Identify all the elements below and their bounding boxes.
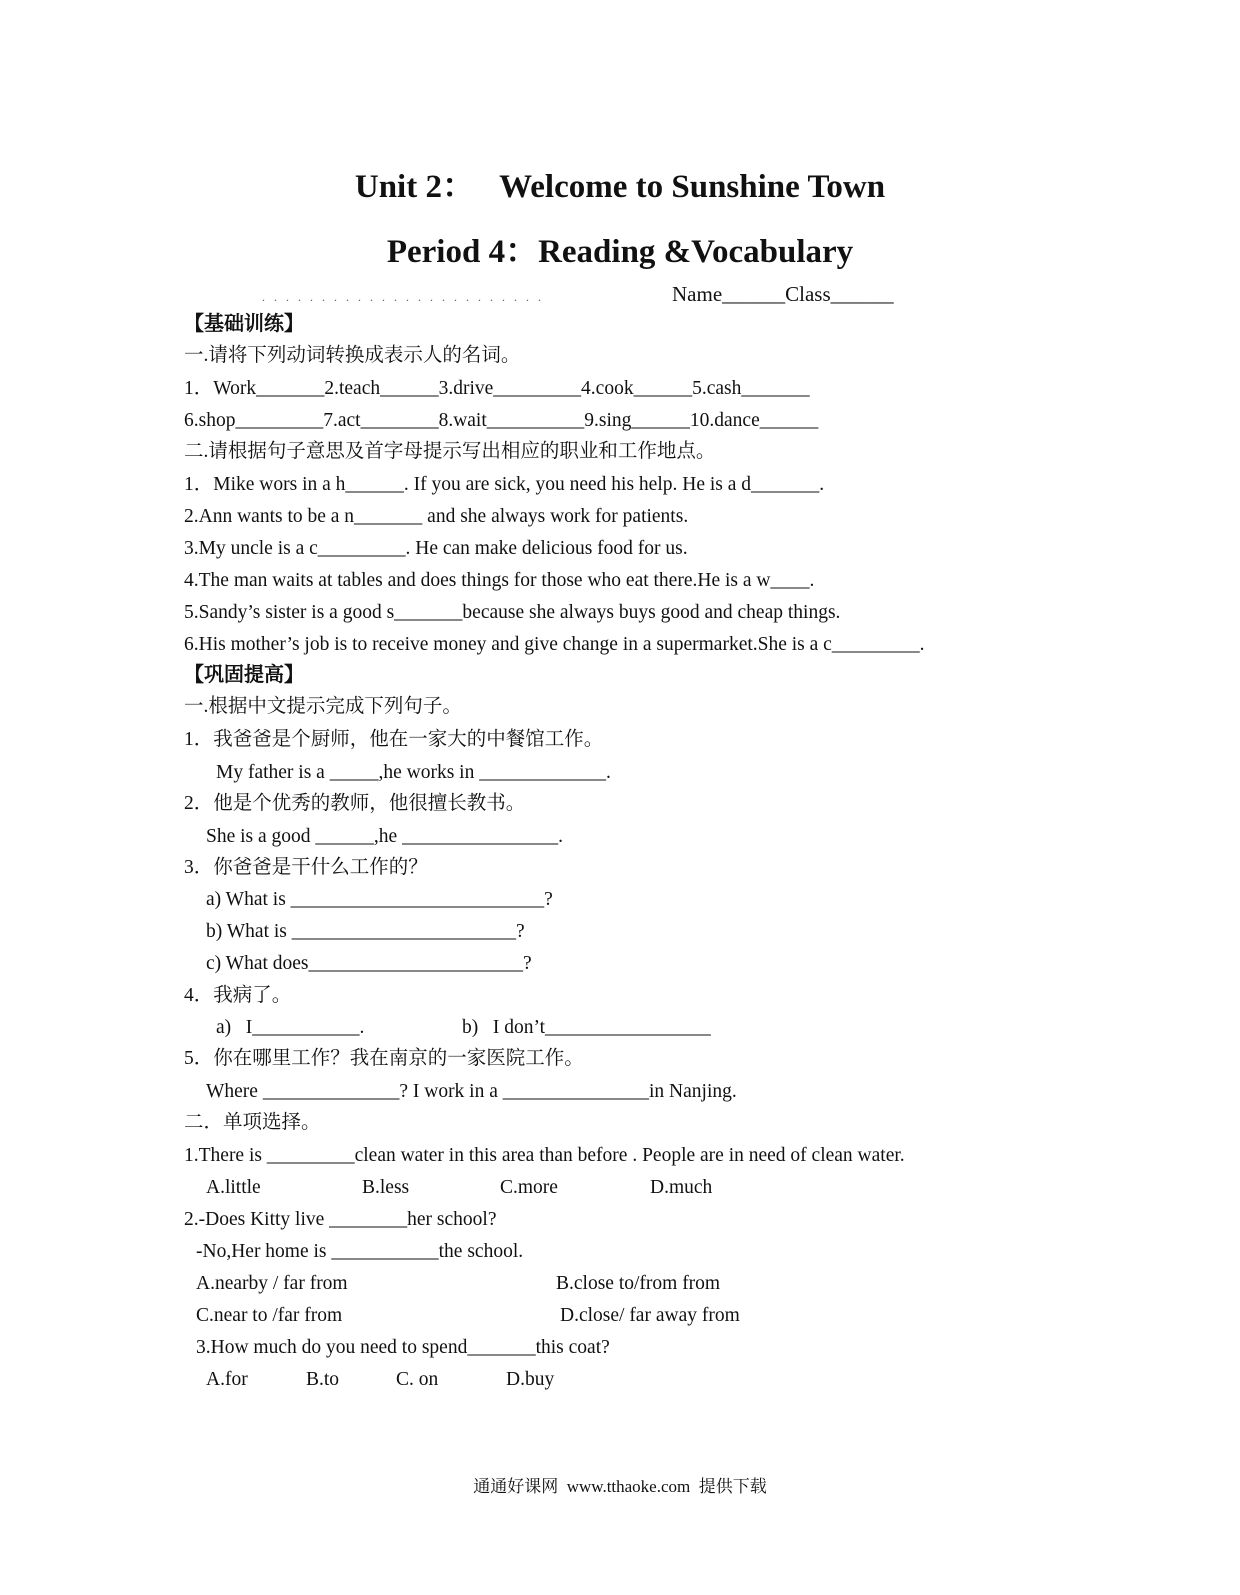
translation-q2-answer: She is a good ______,he ________________. [206, 826, 563, 847]
basic-part2-item-5: 5.Sandy’s sister is a good s_______because she always buys good and cheap things. [184, 602, 841, 623]
mc-q3-option-d: D.buy [506, 1369, 555, 1390]
unit-title: Unit 2： Welcome to Sunshine Town [354, 169, 886, 205]
mc-q2-option-b: B.close to/from from [556, 1273, 721, 1294]
basic-part1-instruction: 一.请将下列动词转换成表示人的名词。 [184, 345, 521, 366]
section-advanced-heading: 【巩固提高】 [184, 664, 304, 686]
mc-q1-option-a: A.little [206, 1177, 261, 1198]
translation-q3: 3．你爸爸是干什么工作的？ [184, 857, 428, 878]
basic-part2-item-4: 4.The man waits at tables and does things for those who eat there.He is a w____. [184, 570, 815, 591]
mc-q1-option-d: D.much [650, 1177, 713, 1198]
basic-part1-row1: 1．Work_______2.teach______3.drive_________4.cook______5.cash_______ [184, 378, 810, 399]
mc-q1-option-c: C.more [500, 1177, 558, 1198]
translation-q1: 1．我爸爸是个厨师，他在一家大的中餐馆工作。 [184, 729, 604, 750]
mc-q3-option-c: C. on [396, 1369, 439, 1390]
basic-part2-instruction: 二.请根据句子意思及首字母提示写出相应的职业和工作地点。 [184, 441, 716, 462]
mc-q1: 1.There is _________clean water in this area than before . People are in need of clean water. [184, 1145, 905, 1166]
basic-part2-item-6: 6.His mother’s job is to receive money and give change in a supermarket.She is a c_________. [184, 634, 925, 655]
mc-q1-option-b: B.less [362, 1177, 410, 1198]
advanced-part2-instruction: 二．单项选择。 [184, 1112, 321, 1133]
mc-q3-option-b: B.to [306, 1369, 340, 1390]
period-title: Period 4：Reading &Vocabulary [386, 234, 854, 270]
mc-q2-response: -No,Her home is ___________the school. [196, 1241, 524, 1262]
footer-source: 通通好课网 www.tthaoke.com 提供下载 [473, 1477, 767, 1496]
mc-q2-option-c: C.near to /far from [196, 1305, 343, 1326]
translation-q1-answer: My father is a _____,he works in _____________. [216, 762, 611, 783]
basic-part2-item-2: 2.Ann wants to be a n_______ and she always work for patients. [184, 506, 689, 527]
basic-part1-row2: 6.shop_________7.act________8.wait__________9.sing______10.dance______ [184, 410, 819, 431]
name-class-field: Name______Class______ [672, 282, 894, 306]
mc-q2: 2.-Does Kitty live ________her school? [184, 1209, 497, 1230]
section-basic-heading: 【基础训练】 [184, 313, 304, 335]
translation-q3-a: a) What is __________________________? [206, 889, 553, 910]
translation-q5: 5．你在哪里工作？我在南京的一家医院工作。 [184, 1048, 584, 1069]
translation-q4-b: b) I don’t_________________ [462, 1017, 711, 1038]
translation-q2: 2．他是个优秀的教师，他很擅长教书。 [184, 793, 526, 814]
translation-q4-a: a) I___________. [216, 1017, 365, 1038]
basic-part2-item-1: 1．Mike wors in a h______. If you are sick, you need his help. He is a d_______. [184, 474, 825, 495]
advanced-part1-instruction: 一.根据中文提示完成下列句子。 [184, 696, 462, 717]
mc-q2-option-a: A.nearby / far from [196, 1273, 348, 1294]
mc-q3-option-a: A.for [206, 1369, 248, 1390]
mc-q2-option-d: D.close/ far away from [560, 1305, 740, 1326]
translation-q3-b: b) What is _______________________? [206, 921, 525, 942]
translation-q5-answer: Where ______________? I work in a _______________in Nanjing. [206, 1081, 737, 1102]
dotted-separator: . . . . . . . . . . . . . . . . . . . . . . . . [262, 290, 544, 304]
basic-part2-item-3: 3.My uncle is a c_________. He can make delicious food for us. [184, 538, 688, 559]
translation-q3-c: c) What does______________________? [206, 953, 532, 974]
mc-q3: 3.How much do you need to spend_______this coat? [196, 1337, 610, 1358]
translation-q4: 4．我病了。 [184, 985, 292, 1006]
